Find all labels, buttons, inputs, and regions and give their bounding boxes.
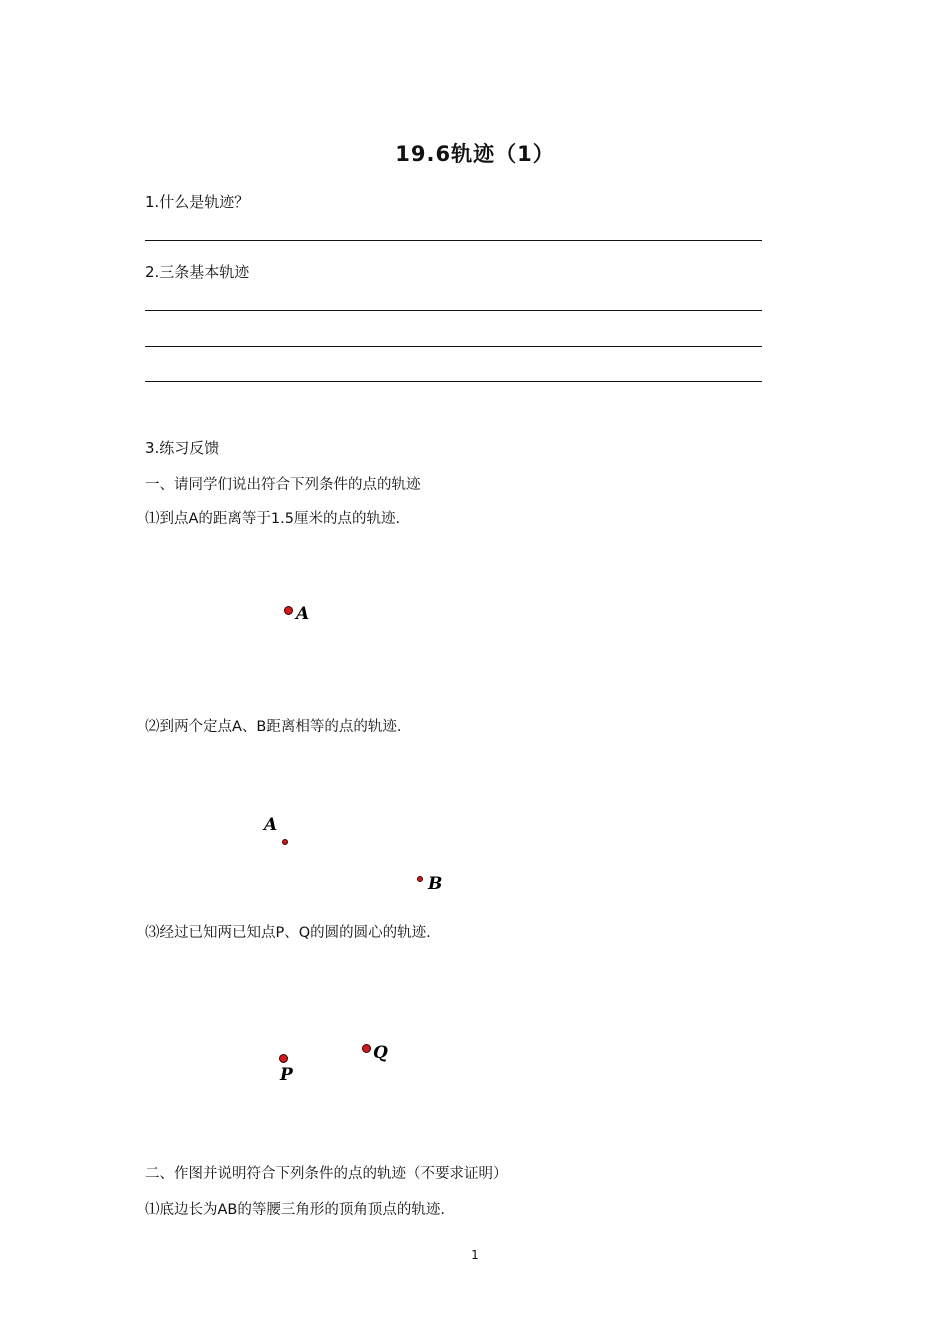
part-1-item-2: ⑵到两个定点A、B距离相等的点的轨迹. bbox=[145, 719, 402, 735]
part-1-item-1: ⑴到点A的距离等于1.5厘米的点的轨迹. bbox=[145, 511, 401, 527]
page-number: 1 bbox=[471, 1248, 479, 1262]
point-a-marker bbox=[284, 606, 293, 615]
question-3-label: 3.练习反馈 bbox=[145, 439, 220, 457]
point-a-label: A bbox=[296, 604, 310, 624]
answer-line-1 bbox=[145, 240, 762, 241]
point-p-marker bbox=[279, 1054, 288, 1063]
point-p-label: P bbox=[280, 1065, 293, 1085]
part-1-item-3: ⑶经过已知两已知点P、Q的圆的圆心的轨迹. bbox=[145, 925, 431, 941]
point-q-marker bbox=[362, 1044, 371, 1053]
answer-line-2b bbox=[145, 346, 762, 347]
question-1-label: 1.什么是轨迹？ bbox=[145, 193, 250, 211]
answer-line-2c bbox=[145, 381, 762, 382]
point-a-label: A bbox=[264, 815, 278, 835]
part-2-heading: 二、作图并说明符合下列条件的点的轨迹（不要求证明） bbox=[145, 1166, 508, 1182]
part-2-item-1: ⑴底边长为AB的等腰三角形的顶角顶点的轨迹. bbox=[145, 1202, 445, 1218]
point-a-marker bbox=[282, 839, 288, 845]
page-title: 19.6轨迹（1） bbox=[395, 142, 555, 166]
question-2-label: 2.三条基本轨迹 bbox=[145, 263, 250, 281]
point-b-label: B bbox=[428, 874, 443, 894]
part-1-heading: 一、请同学们说出符合下列条件的点的轨迹 bbox=[145, 477, 421, 493]
point-b-marker bbox=[417, 876, 423, 882]
answer-line-2a bbox=[145, 310, 762, 311]
point-q-label: Q bbox=[373, 1043, 388, 1063]
